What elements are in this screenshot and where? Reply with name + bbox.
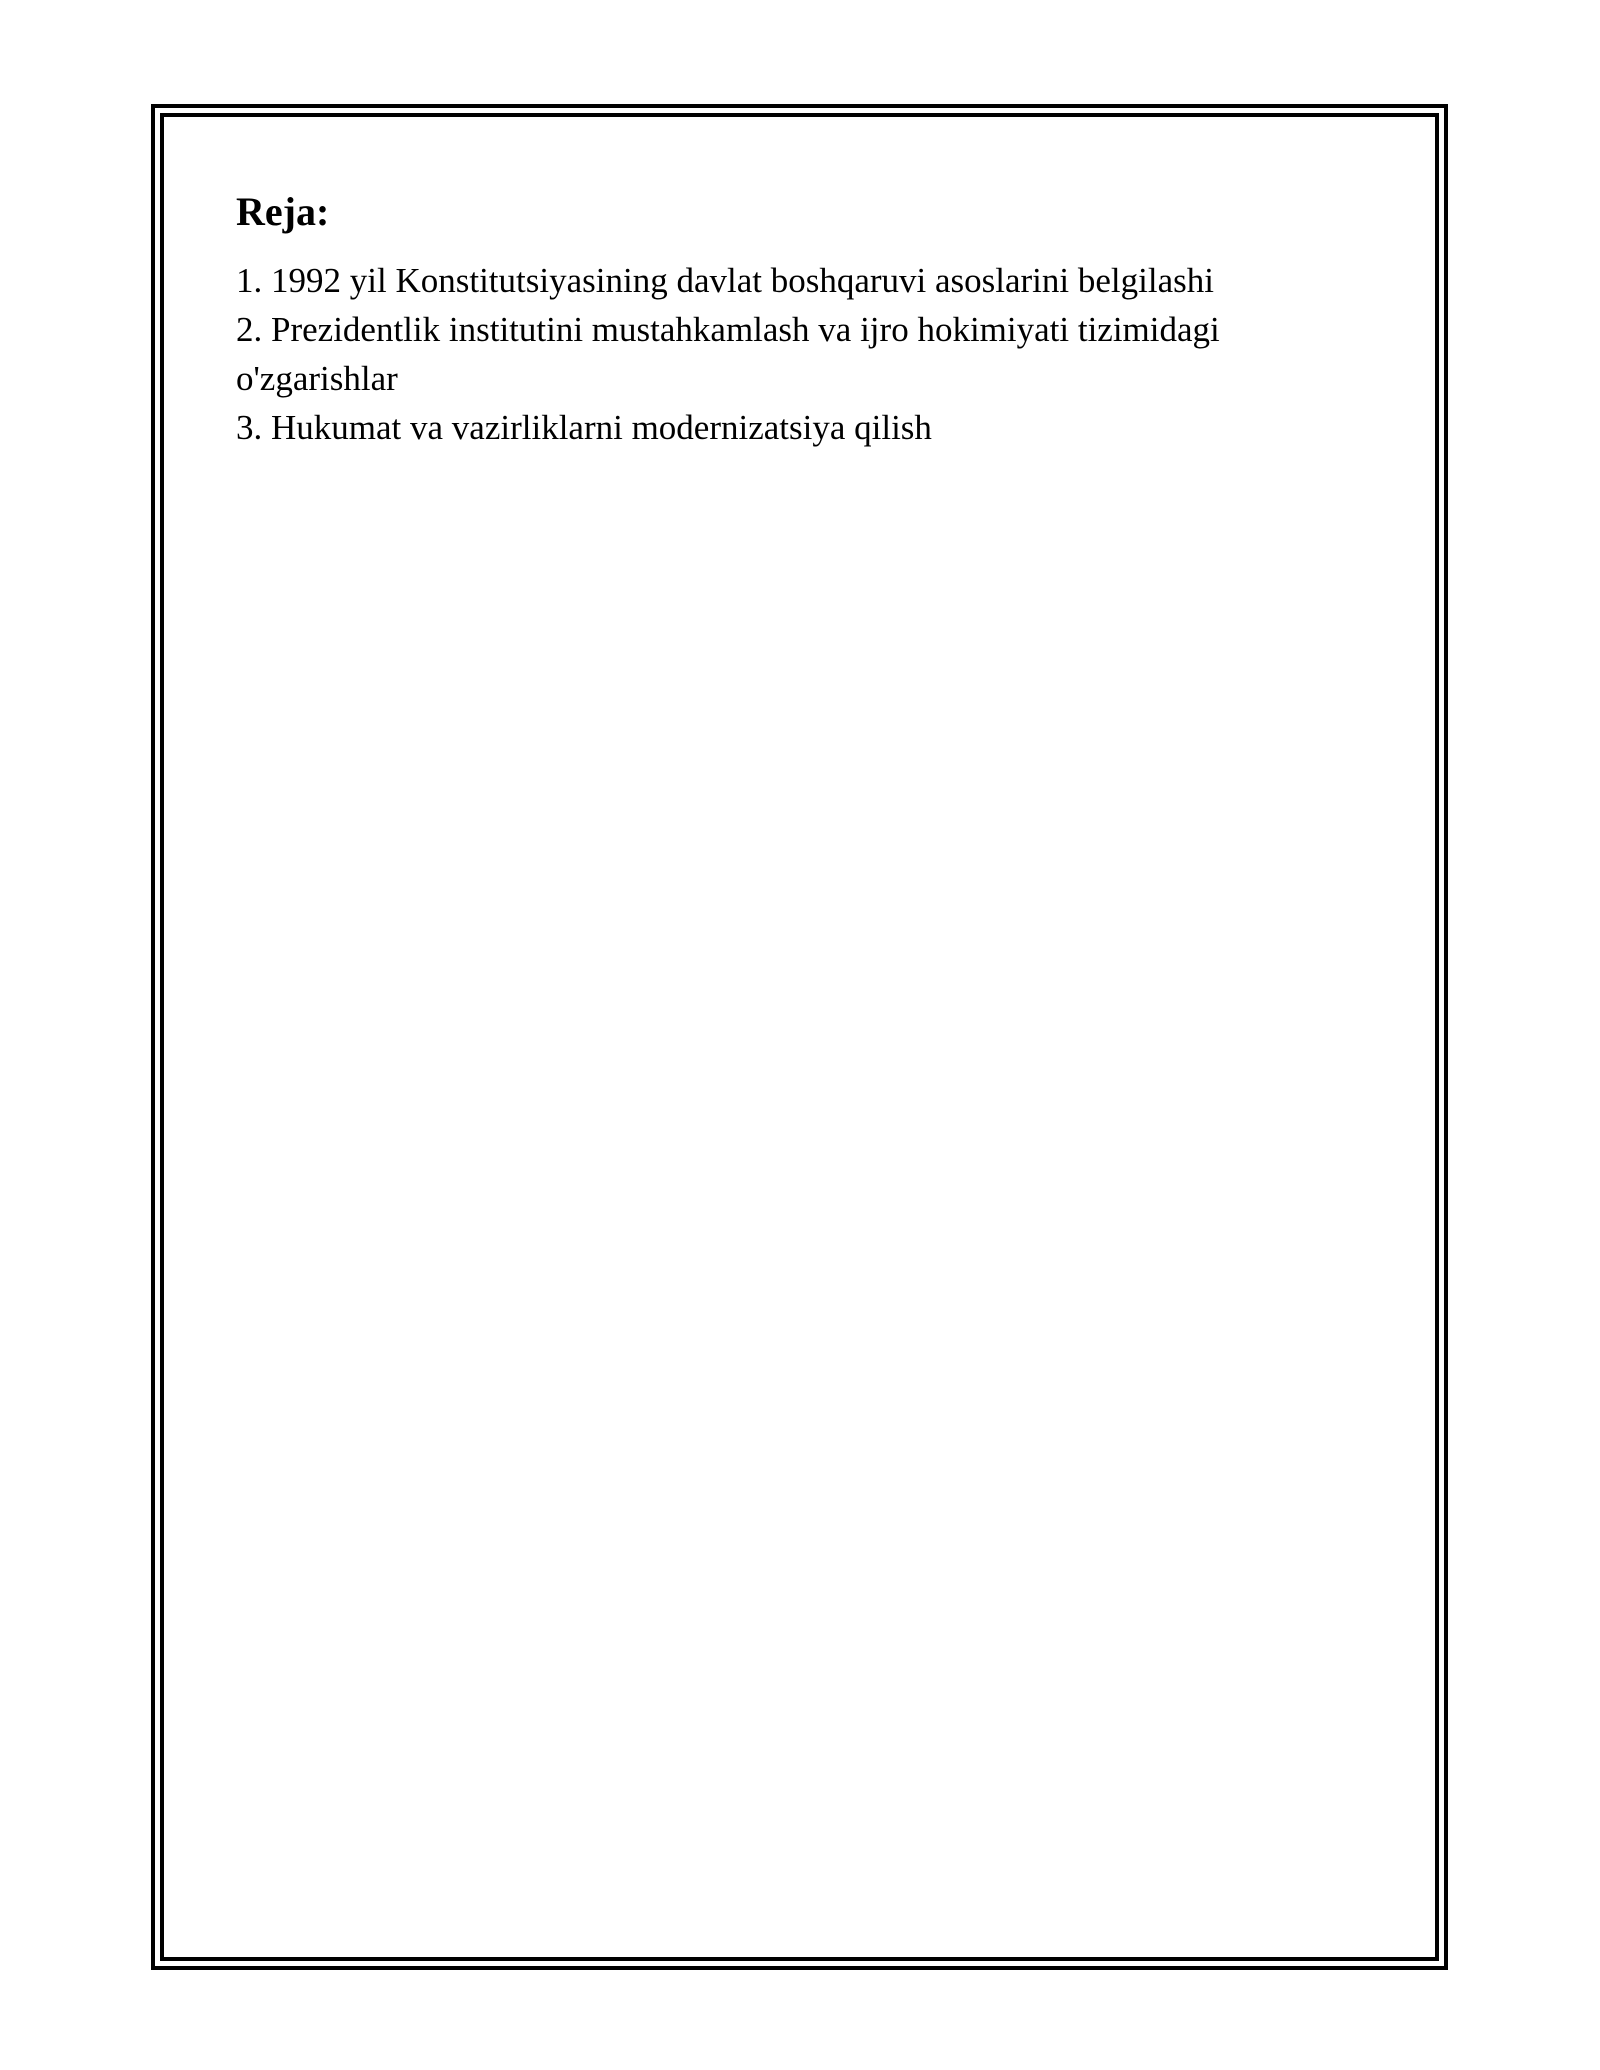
plan-item-2: 2. Prezidentlik institutini mustahkamlash va ijro hokimiyati tizimidagi o'zgarishlar (236, 310, 1220, 398)
plan-heading: Reja: (236, 189, 330, 234)
plan-item-1: 1. 1992 yil Konstitutsiyasining davlat boshqaruvi asoslarini belgilashi (236, 261, 1214, 300)
plan-list (236, 256, 1296, 452)
page-content (236, 186, 1336, 452)
plan-item-3: 3. Hukumat va vazirliklarni modernizatsiya qilish (236, 408, 932, 447)
